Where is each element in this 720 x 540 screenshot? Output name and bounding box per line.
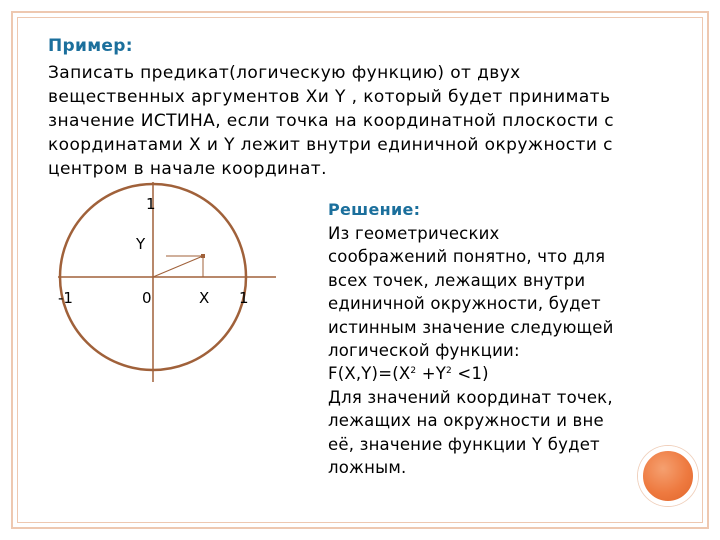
formula-exp2: 2 bbox=[446, 366, 452, 377]
solution-line: Для значений координат точек, bbox=[328, 387, 613, 407]
formula-middle: +Y bbox=[416, 364, 447, 384]
solution-line: соображений понятно, что для bbox=[328, 247, 606, 267]
radius-line bbox=[153, 256, 203, 277]
solution-line: единичной окружности, будет bbox=[328, 294, 601, 314]
label-y-one: 1 bbox=[146, 195, 156, 213]
solution-line: её, значение функции Y будет bbox=[328, 434, 600, 454]
solution-line: истинным значение следующей bbox=[328, 317, 614, 337]
label-x: X bbox=[199, 289, 210, 307]
formula-prefix: F(X,Y)=(X bbox=[328, 364, 411, 384]
solution-line: логической функции: bbox=[328, 341, 520, 361]
solution-line: Из геометрических bbox=[328, 224, 500, 243]
label-minus-one: -1 bbox=[58, 289, 73, 307]
label-y: Y bbox=[136, 235, 146, 253]
formula bbox=[328, 362, 698, 385]
formula-exp1: 2 bbox=[410, 366, 417, 377]
point-marker bbox=[201, 254, 205, 258]
solution-text bbox=[328, 222, 698, 479]
solution-line: лежащих на окружности и вне bbox=[328, 411, 604, 431]
solution-line: всех точек, лежащих внутри bbox=[328, 270, 586, 290]
solution-line: ложным. bbox=[328, 458, 407, 478]
label-x-one: 1 bbox=[239, 289, 249, 307]
example-heading: Пример: bbox=[48, 36, 133, 56]
label-origin: 0 bbox=[142, 289, 152, 307]
solution-heading: Решение: bbox=[328, 200, 421, 219]
formula-suffix: <1) bbox=[451, 364, 489, 384]
example-text: Записать предикат(логическую функцию) от двух вещественных аргументов Хи Y , который будет принимать значение ИСТИНА, если точка на координатной плоскости с координатами Х и Y лежит внутри единичной окружности с центром в начале координат. bbox=[48, 63, 615, 179]
